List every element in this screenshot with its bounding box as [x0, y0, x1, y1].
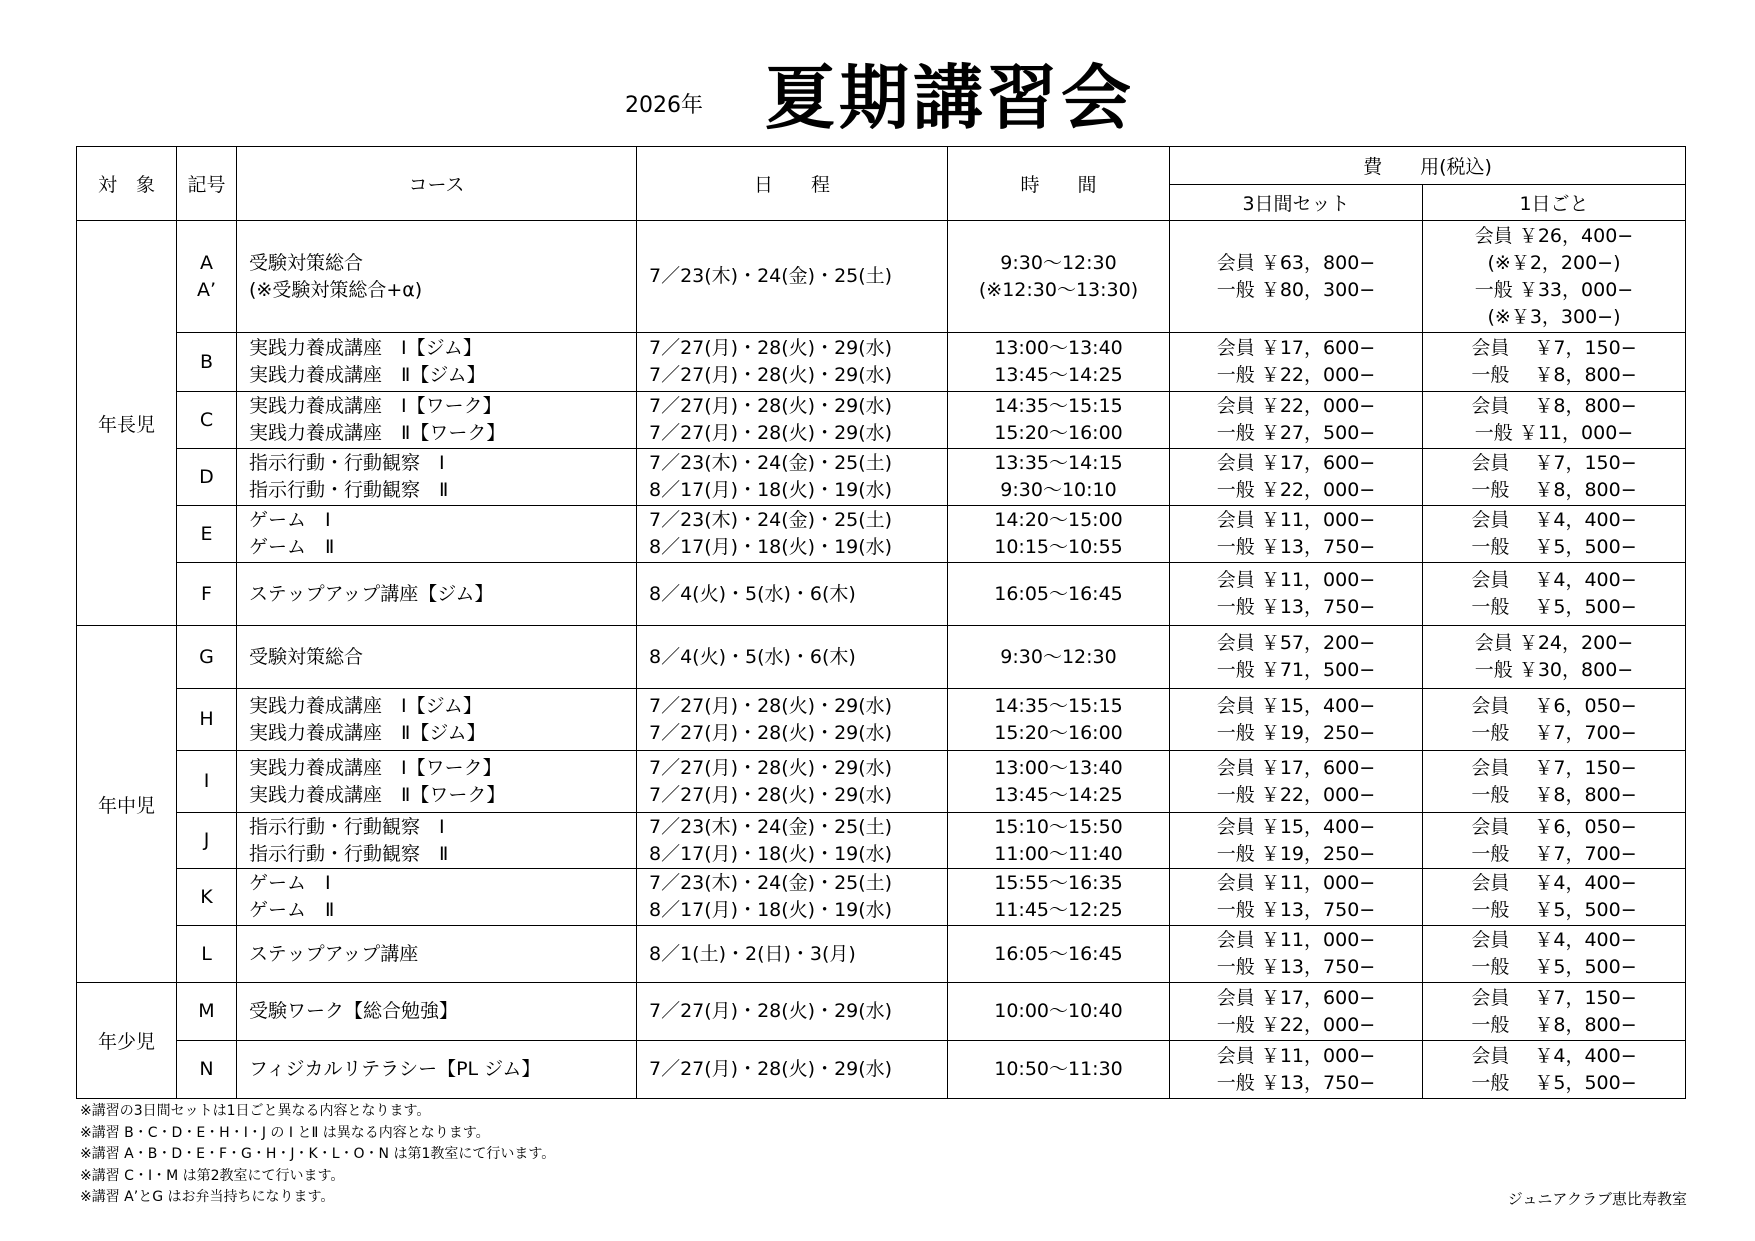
schedule-cell-line: 8／1(土)・2(日)・3(月) [649, 942, 856, 965]
time-cell-line: 13:45〜14:25 [994, 364, 1123, 386]
school-name: ジュニアクラブ恵比寿教室 [1507, 1190, 1687, 1208]
daily-fee-cell-line: 会員 ￥7，150− [1471, 337, 1637, 359]
course-cell-line: 受験ワーク【総合勉強】 [249, 1000, 459, 1022]
set-fee-cell-line: 一般 ￥13，750− [1216, 899, 1376, 921]
set-fee-cell [1170, 333, 1423, 392]
code-cell-line: B [199, 350, 214, 373]
daily-fee-cell-line: 一般 ￥5，500− [1471, 899, 1637, 921]
time-cell-line: (※12:30〜13:30) [978, 278, 1139, 301]
schedule-cell-line: 8／17(月)・18(火)・19(水) [649, 842, 893, 865]
daily-fee-cell [1423, 626, 1686, 689]
header-time: 時 間 [948, 147, 1170, 221]
schedule-cell [637, 221, 948, 333]
daily-fee-cell-line: 一般 ￥5，500− [1471, 1071, 1637, 1094]
course-cell-line: 指示行動・行動観察 Ⅰ [249, 815, 445, 838]
schedule-cell-line: 8／4(火)・5(水)・6(木) [649, 645, 856, 668]
time-cell-line: 15:55〜16:35 [994, 872, 1123, 894]
header-schedule: 日 程 [637, 147, 948, 221]
note-line: ※講習 A’とG はお弁当持ちになります。 [80, 1189, 335, 1205]
course-cell-line: 受験対策総合 [249, 645, 364, 668]
table-row [77, 813, 1686, 869]
set-fee-cell-line: 一般 ￥22，000− [1216, 783, 1376, 806]
course-cell [237, 983, 637, 1041]
schedule-cell [637, 926, 948, 983]
code-cell-line: L [201, 942, 212, 965]
daily-fee-cell [1423, 751, 1686, 813]
table-row [77, 926, 1686, 983]
set-fee-cell [1170, 221, 1423, 333]
set-fee-cell-line: 会員 ￥22，000− [1216, 395, 1376, 417]
set-fee-cell [1170, 563, 1423, 626]
set-fee-cell-line: 一般 ￥22，000− [1216, 479, 1376, 501]
table-row [77, 449, 1686, 506]
note-line: ※講習 A・B・D・E・F・G・H・J・K・L・O・N は第1教室にて行います。 [80, 1146, 556, 1162]
daily-fee-cell-line: 会員 ￥4，400− [1471, 929, 1637, 951]
note-line: ※講習の3日間セットは1日ごと異なる内容となります。 [80, 1103, 431, 1119]
table-row [77, 751, 1686, 813]
schedule-cell-line: 7／27(月)・28(火)・29(水) [649, 721, 893, 744]
schedule-cell-line: 7／23(木)・24(金)・25(土) [649, 265, 893, 287]
daily-fee-cell [1423, 449, 1686, 506]
time-cell [948, 689, 1170, 751]
code-cell [177, 626, 237, 689]
time-cell [948, 813, 1170, 869]
set-fee-cell-line: 一般 ￥22，000− [1216, 364, 1376, 386]
daily-fee-cell [1423, 983, 1686, 1041]
table-row [77, 333, 1686, 392]
schedule-cell [637, 449, 948, 506]
course-cell-line: ゲーム Ⅱ [249, 536, 335, 558]
set-fee-cell-line: 会員 ￥15，400− [1216, 815, 1376, 838]
set-fee-cell [1170, 869, 1423, 926]
set-fee-cell-line: 会員 ￥15，400− [1216, 694, 1376, 717]
code-cell [177, 506, 237, 563]
time-cell-line: 13:00〜13:40 [994, 756, 1123, 779]
code-cell-line: I [203, 770, 210, 792]
daily-fee-cell-line: 一般 ￥30，800− [1474, 659, 1634, 681]
course-cell-line: ゲーム Ⅰ [249, 509, 331, 531]
course-cell [237, 751, 637, 813]
code-cell-line: G [199, 645, 214, 668]
course-cell-line: 実践力養成講座 Ⅱ【ジム】 [249, 364, 486, 386]
schedule-cell [637, 1041, 948, 1099]
course-cell-line: 指示行動・行動観察 Ⅱ [249, 842, 449, 865]
course-cell [237, 689, 637, 751]
code-cell [177, 751, 237, 813]
header-course: コース [237, 147, 637, 221]
header-code: 記号 [177, 147, 237, 221]
daily-fee-cell-line: 一般 ￥5，500− [1471, 536, 1637, 558]
table-row [77, 689, 1686, 751]
year-label: 2026年 [625, 93, 703, 118]
code-cell [177, 869, 237, 926]
course-cell-line: 実践力養成講座 Ⅰ【ワーク】 [249, 756, 502, 779]
course-cell [237, 869, 637, 926]
daily-fee-cell-line: 一般 ￥8，800− [1471, 783, 1637, 806]
course-cell-line: 実践力養成講座 Ⅰ【ジム】 [249, 337, 482, 359]
schedule-cell [637, 751, 948, 813]
time-cell [948, 1041, 1170, 1099]
code-cell [177, 392, 237, 449]
code-cell-line: A’ [196, 278, 217, 301]
set-fee-cell-line: 会員 ￥11，000− [1216, 929, 1376, 951]
time-cell-line: 13:35〜14:15 [994, 452, 1123, 474]
daily-fee-cell-line: (※￥2，200−) [1487, 251, 1621, 274]
course-cell [237, 221, 637, 333]
course-cell [237, 449, 637, 506]
target-cell: 年中児 [77, 626, 177, 983]
time-cell-line: 16:05〜16:45 [994, 582, 1123, 605]
daily-fee-cell-line: 会員 ￥7，150− [1471, 756, 1637, 779]
daily-fee-cell [1423, 333, 1686, 392]
daily-fee-cell [1423, 392, 1686, 449]
schedule-body [77, 221, 1686, 1099]
code-cell-line: C [199, 408, 214, 431]
table-row [77, 983, 1686, 1041]
page-title: 夏期講習会 [765, 57, 1135, 139]
course-cell-line: 実践力養成講座 Ⅱ【ジム】 [249, 721, 486, 744]
set-fee-cell-line: 会員 ￥17，600− [1216, 452, 1376, 474]
course-cell [237, 333, 637, 392]
code-cell-line: F [201, 582, 212, 605]
course-cell-line: 実践力養成講座 Ⅰ【ワーク】 [249, 395, 502, 417]
course-cell [237, 926, 637, 983]
schedule-cell [637, 869, 948, 926]
course-cell [237, 813, 637, 869]
code-cell [177, 813, 237, 869]
target-cell: 年長児 [77, 221, 177, 626]
daily-fee-cell-line: 一般 ￥5，500− [1471, 596, 1637, 618]
time-cell-line: 11:45〜12:25 [994, 899, 1123, 921]
daily-fee-cell-line: 一般 ￥11，000− [1474, 422, 1634, 444]
time-cell [948, 333, 1170, 392]
time-cell-line: 15:20〜16:00 [994, 422, 1123, 444]
daily-fee-cell [1423, 869, 1686, 926]
code-cell-line: E [200, 522, 213, 545]
course-cell [237, 1041, 637, 1099]
course-cell-line: ステップアップ講座【ジム】 [249, 582, 494, 605]
daily-fee-cell [1423, 1041, 1686, 1099]
daily-fee-cell-line: 会員 ￥24，200− [1474, 632, 1634, 654]
header-three-day-set: 3日間セット [1170, 185, 1423, 221]
course-cell-line: 実践力養成講座 Ⅱ【ワーク】 [249, 422, 506, 444]
schedule-cell-line: 7／27(月)・28(火)・29(水) [649, 337, 893, 359]
time-cell-line: 16:05〜16:45 [994, 942, 1123, 965]
schedule-cell [637, 689, 948, 751]
set-fee-cell-line: 会員 ￥17，600− [1216, 337, 1376, 359]
schedule-cell-line: 8／17(月)・18(火)・19(水) [649, 536, 893, 558]
daily-fee-cell-line: 一般 ￥33，000− [1474, 278, 1634, 301]
time-cell [948, 926, 1170, 983]
code-cell-line: A [200, 251, 213, 274]
course-cell-line: ゲーム Ⅰ [249, 872, 331, 894]
course-cell [237, 506, 637, 563]
schedule-cell [637, 626, 948, 689]
course-cell-line: フィジカルリテラシー【PL ジム】 [249, 1058, 541, 1080]
daily-fee-cell [1423, 689, 1686, 751]
set-fee-cell-line: 一般 ￥19，250− [1216, 721, 1376, 744]
schedule-cell [637, 813, 948, 869]
set-fee-cell-line: 会員 ￥11，000− [1216, 1044, 1376, 1067]
time-cell-line: 14:20〜15:00 [994, 509, 1123, 531]
schedule-cell-line: 7／27(月)・28(火)・29(水) [649, 395, 893, 417]
table-row [77, 506, 1686, 563]
schedule-cell-line: 7／27(月)・28(火)・29(水) [649, 783, 893, 806]
schedule-cell-line: 7／27(月)・28(火)・29(水) [649, 756, 893, 779]
set-fee-cell-line: 一般 ￥13，750− [1216, 596, 1376, 618]
time-cell [948, 751, 1170, 813]
set-fee-cell-line: 会員 ￥11，000− [1216, 569, 1376, 591]
course-cell-line: 指示行動・行動観察 Ⅰ [249, 452, 445, 474]
course-cell [237, 392, 637, 449]
table-row [77, 392, 1686, 449]
set-fee-cell-line: 会員 ￥11，000− [1216, 509, 1376, 531]
course-cell-line: 実践力養成講座 Ⅰ【ジム】 [249, 694, 482, 717]
time-cell-line: 14:35〜15:15 [994, 694, 1123, 717]
daily-fee-cell-line: 会員 ￥6，050− [1471, 694, 1637, 717]
daily-fee-cell-line: 一般 ￥8，800− [1471, 364, 1637, 386]
time-cell [948, 449, 1170, 506]
schedule-cell-line: 7／23(木)・24(金)・25(土) [649, 452, 893, 474]
time-cell-line: 10:00〜10:40 [994, 1000, 1123, 1022]
daily-fee-cell-line: 会員 ￥8，800− [1471, 395, 1637, 417]
code-cell [177, 221, 237, 333]
daily-fee-cell-line: 会員 ￥6，050− [1471, 815, 1637, 838]
time-cell-line: 9:30〜12:30 [1000, 251, 1117, 274]
code-cell-line: K [200, 885, 213, 908]
set-fee-cell-line: 会員 ￥11，000− [1216, 872, 1376, 894]
time-cell [948, 983, 1170, 1041]
note-line: ※講習 C・I・M は第2教室にて行います。 [80, 1167, 345, 1184]
course-cell-line: 実践力養成講座 Ⅱ【ワーク】 [249, 783, 506, 806]
time-cell-line: 13:00〜13:40 [994, 337, 1123, 359]
set-fee-cell-line: 一般 ￥13，750− [1216, 1071, 1376, 1094]
daily-fee-cell-line: 会員 ￥4，400− [1471, 569, 1637, 591]
time-cell-line: 15:20〜16:00 [994, 721, 1123, 744]
table-row [77, 1041, 1686, 1099]
daily-fee-cell-line: 会員 ￥7，150− [1471, 452, 1637, 474]
code-cell-line: H [199, 708, 214, 730]
time-cell [948, 506, 1170, 563]
schedule-cell [637, 983, 948, 1041]
time-cell [948, 221, 1170, 333]
code-cell-line: D [199, 465, 214, 488]
daily-fee-cell-line: (※￥3，300−) [1487, 305, 1621, 328]
time-cell [948, 392, 1170, 449]
time-cell-line: 9:30〜12:30 [1000, 645, 1117, 668]
schedule-cell-line: 8／4(火)・5(水)・6(木) [649, 582, 856, 605]
code-cell-line: N [199, 1058, 214, 1080]
set-fee-cell-line: 一般 ￥13，750− [1216, 536, 1376, 558]
set-fee-cell-line: 会員 ￥57，200− [1216, 632, 1376, 654]
daily-fee-cell [1423, 506, 1686, 563]
course-cell-line: 受験対策総合 [249, 251, 364, 274]
schedule-cell [637, 563, 948, 626]
set-fee-cell [1170, 506, 1423, 563]
set-fee-cell-line: 会員 ￥17，600− [1216, 986, 1376, 1009]
course-cell [237, 563, 637, 626]
set-fee-cell-line: 一般 ￥71，500− [1216, 659, 1376, 681]
time-cell-line: 13:45〜14:25 [994, 783, 1123, 806]
time-cell-line: 11:00〜11:40 [994, 842, 1123, 865]
daily-fee-cell [1423, 563, 1686, 626]
header-target: 対 象 [77, 147, 177, 221]
schedule-cell-line: 7／27(月)・28(火)・29(水) [649, 364, 893, 386]
daily-fee-cell-line: 一般 ￥8，800− [1471, 479, 1637, 501]
daily-fee-cell-line: 一般 ￥7，700− [1471, 721, 1637, 744]
code-cell-line: M [198, 1000, 215, 1022]
daily-fee-cell-line: 一般 ￥5，500− [1471, 956, 1637, 978]
table-row [77, 563, 1686, 626]
code-cell [177, 1041, 237, 1099]
set-fee-cell [1170, 449, 1423, 506]
code-cell [177, 333, 237, 392]
set-fee-cell-line: 一般 ￥19，250− [1216, 842, 1376, 865]
time-cell-line: 9:30〜10:10 [1000, 479, 1117, 501]
header-fee: 費 用(税込) [1170, 147, 1686, 185]
course-cell-line: 指示行動・行動観察 Ⅱ [249, 479, 449, 501]
time-cell-line: 10:15〜10:55 [994, 536, 1123, 558]
daily-fee-cell-line: 会員 ￥26，400− [1474, 224, 1634, 247]
schedule-cell-line: 8／17(月)・18(火)・19(水) [649, 899, 893, 921]
set-fee-cell [1170, 392, 1423, 449]
daily-fee-cell [1423, 813, 1686, 869]
schedule-cell [637, 333, 948, 392]
daily-fee-cell [1423, 926, 1686, 983]
schedule-cell-line: 7／27(月)・28(火)・29(水) [649, 1058, 893, 1080]
course-cell-line: ステップアップ講座 [249, 942, 419, 965]
set-fee-cell-line: 会員 ￥17，600− [1216, 756, 1376, 779]
course-cell [237, 626, 637, 689]
note-line: ※講習 B・C・D・E・H・I・J の Ⅰ とⅡ は異なる内容となります。 [80, 1124, 490, 1141]
daily-fee-cell-line: 会員 ￥4，400− [1471, 509, 1637, 531]
set-fee-cell-line: 一般 ￥27，500− [1216, 422, 1376, 444]
set-fee-cell [1170, 926, 1423, 983]
daily-fee-cell-line: 会員 ￥4，400− [1471, 872, 1637, 894]
schedule-table [76, 146, 1686, 1099]
code-cell [177, 926, 237, 983]
target-cell: 年少児 [77, 983, 177, 1099]
set-fee-cell-line: 会員 ￥63，800− [1216, 251, 1376, 274]
time-cell-line: 15:10〜15:50 [994, 815, 1123, 838]
notes [80, 1101, 555, 1209]
set-fee-cell [1170, 689, 1423, 751]
table-row [77, 221, 1686, 333]
set-fee-cell [1170, 983, 1423, 1041]
set-fee-cell-line: 一般 ￥80，300− [1216, 278, 1376, 301]
time-cell [948, 869, 1170, 926]
time-cell [948, 626, 1170, 689]
schedule-cell-line: 7／27(月)・28(火)・29(水) [649, 1000, 893, 1022]
set-fee-cell-line: 一般 ￥13，750− [1216, 956, 1376, 978]
time-cell [948, 563, 1170, 626]
daily-fee-cell-line: 一般 ￥7，700− [1471, 842, 1637, 865]
header-per-day: 1日ごと [1423, 185, 1686, 221]
set-fee-cell [1170, 1041, 1423, 1099]
schedule-cell [637, 392, 948, 449]
schedule-cell-line: 7／27(月)・28(火)・29(水) [649, 694, 893, 717]
set-fee-cell-line: 一般 ￥22，000− [1216, 1013, 1376, 1036]
daily-fee-cell-line: 一般 ￥8，800− [1471, 1013, 1637, 1036]
set-fee-cell [1170, 813, 1423, 869]
schedule-cell-line: 7／23(木)・24(金)・25(土) [649, 815, 893, 838]
code-cell [177, 563, 237, 626]
code-cell [177, 449, 237, 506]
daily-fee-cell-line: 会員 ￥4，400− [1471, 1044, 1637, 1067]
course-cell-line: (※受験対策総合+α) [249, 278, 423, 301]
code-cell [177, 689, 237, 751]
schedule-cell-line: 7／23(木)・24(金)・25(土) [649, 509, 893, 531]
daily-fee-cell-line: 会員 ￥7，150− [1471, 986, 1637, 1009]
set-fee-cell [1170, 751, 1423, 813]
schedule-cell-line: 7／23(木)・24(金)・25(土) [649, 872, 893, 894]
daily-fee-cell [1423, 221, 1686, 333]
course-cell-line: ゲーム Ⅱ [249, 899, 335, 921]
set-fee-cell [1170, 626, 1423, 689]
table-row [77, 626, 1686, 689]
schedule-cell-line: 8／17(月)・18(火)・19(水) [649, 479, 893, 501]
time-cell-line: 10:50〜11:30 [994, 1058, 1123, 1080]
time-cell-line: 14:35〜15:15 [994, 395, 1123, 417]
schedule-cell-line: 7／27(月)・28(火)・29(水) [649, 422, 893, 444]
schedule-cell [637, 506, 948, 563]
code-cell [177, 983, 237, 1041]
code-cell-line: J [203, 829, 210, 851]
table-row [77, 869, 1686, 926]
